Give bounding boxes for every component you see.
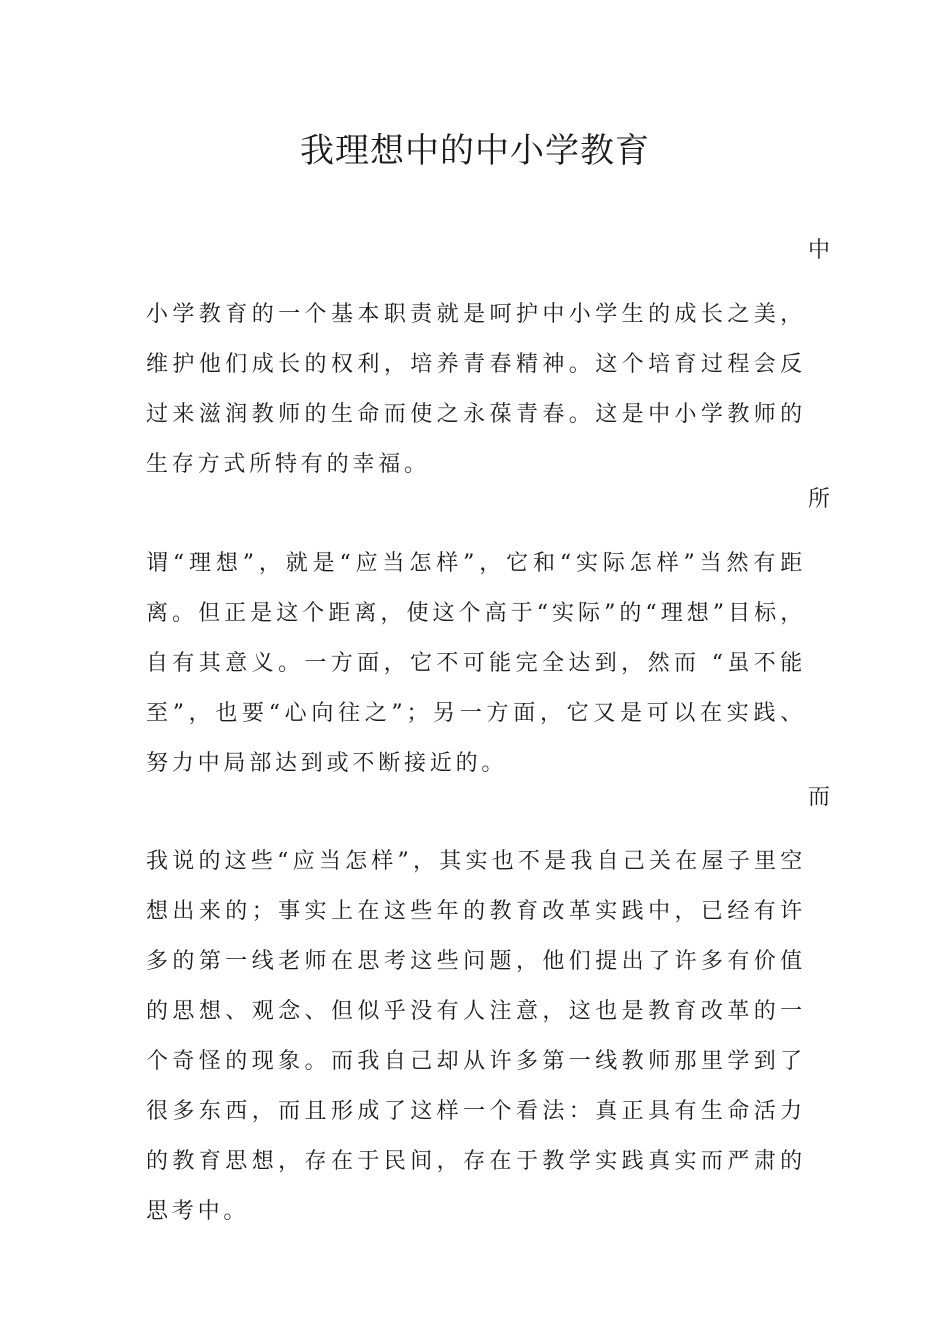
paragraph-lead-char: 而 — [807, 785, 830, 810]
paragraph-2 — [146, 485, 836, 789]
paragraph-text: 谓“理想”，就是“应当怎样”，它和“实际怎样”当然有距离。但正是这个距离，使这个高于“实际”的“理想”目标，自有其意义。一方面，它不可能完全达到，然而 “虽不能至”，也要“心向往之”；另一方面，它又是可以在实践、努力中局部达到或不断接近的。 — [146, 551, 806, 776]
document-title: 我理想中的中小学教育 — [300, 131, 650, 171]
paragraph-text: 我说的这些“应当怎样”，其实也不是我自己关在屋子里空想出来的；事实上在这些年的教育改革实践中，已经有许多的第一线老师在思考这些问题，他们提出了许多有价值的思想、观念、但似乎没有人注意，这也是教育改革的一个奇怪的现象。而我自己却从许多第一线教师那里学到了很多东西，而且形成了这样一个看法：真正具有生命活力的教育思想，存在于民间，存在于教学实践真实而严肃的思考中。 — [146, 849, 806, 1224]
paragraph-3 — [146, 783, 836, 1237]
paragraph-1 — [146, 236, 836, 490]
paragraph-lead-char: 中 — [807, 238, 830, 263]
paragraph-text: 小学教育的一个基本职责就是呵护中小学生的成长之美，维护他们成长的权利，培养青春精神。这个培育过程会反过来滋润教师的生命而使之永葆青春。这是中小学教师的生存方式所特有的幸福。 — [146, 302, 806, 477]
paragraph-lead-char: 所 — [807, 487, 830, 512]
